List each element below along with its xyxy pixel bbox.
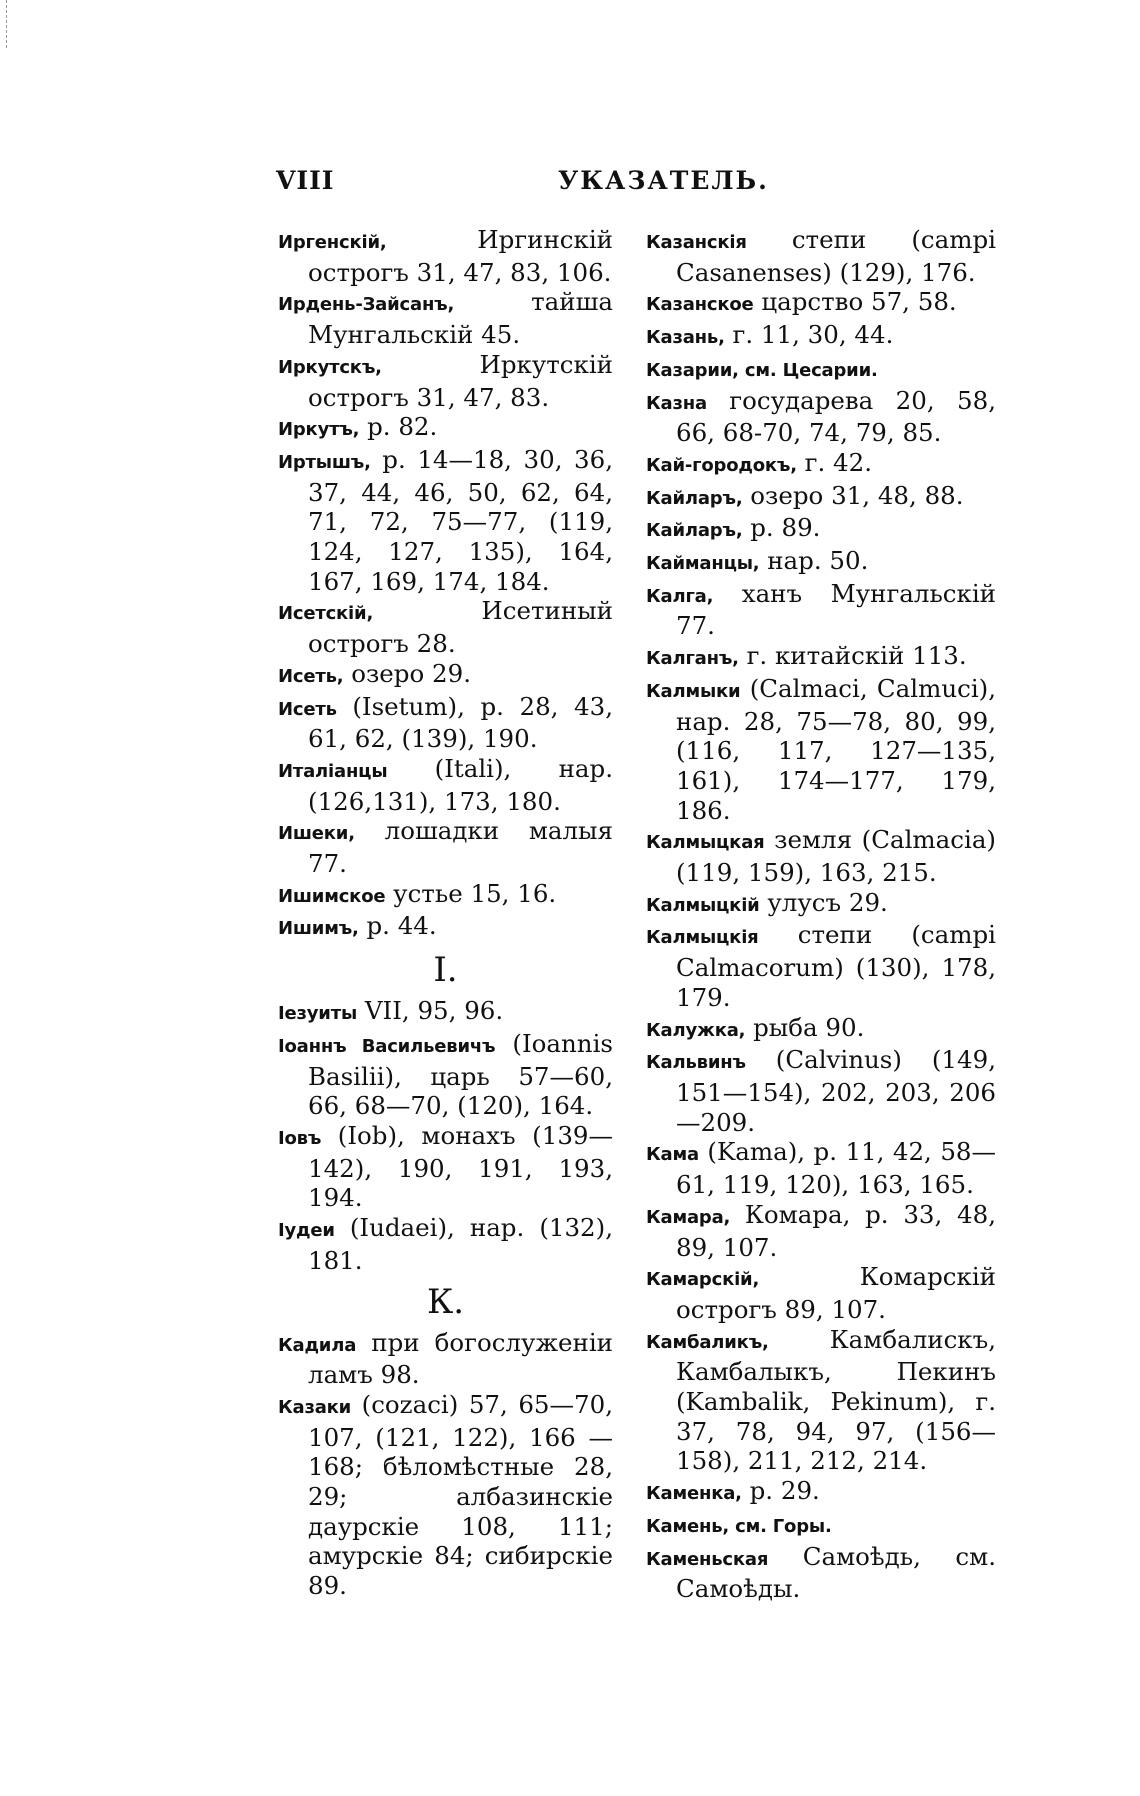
entry-text: р. 82. <box>359 412 438 442</box>
entry-headword: Казань, <box>646 327 725 349</box>
entry-headword: Исеть <box>278 698 337 720</box>
scan-edge-mark <box>6 0 9 48</box>
entry-text: Комарскій острогъ 89, 107. <box>676 1262 996 1324</box>
entry-text: ханъ Мунгальскій 77. <box>676 578 996 641</box>
entry-headword: Калужка, <box>646 1019 746 1041</box>
entry-headword: Камень, см. Горы. <box>646 1515 832 1537</box>
entry-text: Камбалискъ, Камбалыкъ, Пекинъ (Kambalik, Pekinum), г. 37, 78, 94, 97, (156—158), 211, 212, 214. <box>676 1324 996 1476</box>
entry-text: царство 57, 58. <box>753 287 957 317</box>
index-entry <box>646 888 996 921</box>
entry-text: (Calvinus) (149, 151—154), 202, 203, 206—209. <box>676 1045 996 1137</box>
entry-text: устье 15, 16. <box>385 878 557 908</box>
index-entry <box>646 287 996 320</box>
entry-headword: Камарскій, <box>646 1269 760 1291</box>
entry-headword: Кама <box>646 1144 699 1166</box>
entry-text: озеро 31, 48, 88. <box>742 480 964 510</box>
index-entry <box>278 879 613 912</box>
index-entry <box>646 1325 996 1477</box>
index-column-right <box>646 225 996 1604</box>
index-entry <box>646 481 996 514</box>
entry-text: Самоѣдь, см. Самоѣды. <box>676 1541 996 1604</box>
index-entry <box>646 546 996 579</box>
entry-text: (Itali), нар. (126,131), 173, 180. <box>308 753 613 816</box>
index-entry <box>646 641 996 674</box>
entry-text: (cozaci) 57, 65—70, 107, (121, 122), 166 — 168; бѣломѣстные 28, 29; албазинскіе даурскіе 108, 111; амурскіе 84; сибирскіе 89. <box>308 1389 613 1601</box>
index-entry <box>646 225 996 287</box>
section-letter: К. <box>426 1281 465 1322</box>
entry-text: тайша Мунгальскій 45. <box>308 287 613 350</box>
index-entry <box>646 1137 996 1199</box>
index-entry <box>278 1328 613 1390</box>
entry-text: р. 29. <box>741 1476 820 1506</box>
entry-headword: Iоаннъ Васильевичъ <box>278 1035 496 1057</box>
page-title: УКАЗАТЕЛЬ. <box>558 166 769 195</box>
index-entry <box>646 1013 996 1046</box>
index-entry <box>278 911 613 944</box>
index-entry <box>278 692 613 754</box>
index-entry <box>278 445 613 597</box>
entry-headword: Калга, <box>646 585 714 607</box>
index-entry <box>278 996 613 1029</box>
entry-headword: Калмыцкія <box>646 927 759 949</box>
entry-headword: Ишеки, <box>278 823 355 845</box>
index-entry <box>278 659 613 692</box>
entry-headword: Кадила <box>278 1334 357 1356</box>
section-letter: I. <box>433 950 458 991</box>
entry-text: р. 44. <box>358 911 437 941</box>
entry-headword: Италіанцы <box>278 760 388 782</box>
index-entry <box>646 353 996 386</box>
entry-text: Комара, р. 33, 48, 89, 107. <box>676 1199 996 1262</box>
entry-text: г. 42. <box>796 447 873 477</box>
index-entry <box>278 1029 613 1121</box>
index-entry <box>646 674 996 826</box>
entry-headword: Камара, <box>646 1206 731 1228</box>
entry-text: р. 89. <box>742 513 821 543</box>
entry-text: (Iudaei), нар. (132), 181. <box>308 1213 613 1275</box>
entry-headword: Иркутъ, <box>278 419 360 441</box>
index-entry <box>278 596 613 658</box>
entry-headword: Калганъ, <box>646 648 739 670</box>
entry-text: (Isetum), р. 28, 43, 61, 62, (139), 190. <box>308 691 613 754</box>
entry-text: (Ioannis Basilii), царь 57—60, 66, 68—70, (120), 164. <box>308 1028 613 1121</box>
index-entry <box>646 1045 996 1137</box>
index-entry <box>646 1262 996 1324</box>
index-entry <box>278 412 613 445</box>
entry-text: нар. 50. <box>759 546 869 576</box>
entry-headword: Iовъ <box>278 1127 322 1149</box>
entry-text: (Calmaci, Calmuci), нар. 28, 75—78, 80, 99, (116, 117, 127—135, 161), 174—177, 179, 186. <box>676 673 996 825</box>
entry-text: Исетиный острогъ 28. <box>308 596 613 659</box>
entry-headword: Камбаликъ, <box>646 1331 769 1353</box>
index-entry <box>646 448 996 481</box>
entry-headword: Казанское <box>646 294 754 316</box>
entry-text: Иргинскій острогъ 31, 47, 83, 106. <box>308 225 613 287</box>
index-entry <box>278 754 613 816</box>
index-entry <box>646 1476 996 1509</box>
index-entry <box>278 287 613 349</box>
entry-text: земля (Calmacia) (119, 159), 163, 215. <box>676 825 996 888</box>
entry-text: степи (campi Calmacorum) (130), 178, 179. <box>676 920 996 1012</box>
page-number: VIII <box>276 166 335 195</box>
index-entry <box>278 1213 613 1275</box>
index-entry <box>278 225 613 287</box>
entry-text: степи (campi Casanenses) (129), 176. <box>676 225 996 287</box>
entry-text: г. 11, 30, 44. <box>724 320 894 350</box>
index-entry <box>646 579 996 641</box>
entry-text: Иркутскій острогъ 31, 47, 83. <box>308 349 613 412</box>
index-entry <box>646 1200 996 1262</box>
entry-headword: Каменьская <box>646 1548 769 1570</box>
index-entry <box>646 1542 996 1604</box>
index-entry <box>646 386 996 448</box>
entry-headword: Казарии, см. Цесарии. <box>646 359 878 381</box>
entry-headword: Калмыки <box>646 680 741 702</box>
index-entry <box>646 825 996 887</box>
entry-text: лошадки малыя 77. <box>308 816 613 879</box>
entry-text: г. китайскій 113. <box>738 641 967 671</box>
entry-text: VII, 95, 96. <box>357 996 504 1026</box>
entry-headword: Кайманцы, <box>646 553 760 575</box>
entry-headword: Кай-городокъ, <box>646 454 797 476</box>
entry-headword: Iудеи <box>278 1220 335 1242</box>
index-column-left <box>278 225 613 1601</box>
entry-text: озеро 29. <box>343 658 471 688</box>
entry-text: государева 20, 58, 66, 68-70, 74, 79, 85. <box>676 385 996 448</box>
index-entry <box>646 320 996 353</box>
entry-headword: Иргенскій, <box>278 232 387 253</box>
entry-headword: Кальвинъ <box>646 1052 746 1074</box>
index-entry <box>278 350 613 412</box>
entry-headword: Иртышъ, <box>278 451 371 473</box>
entry-headword: Ишимъ, <box>278 918 359 940</box>
entry-headword: Казанскія <box>646 232 747 253</box>
entry-headword: Кайларъ, <box>646 487 743 509</box>
entry-headword: Калмыцкій <box>646 894 760 916</box>
entry-text: улусъ 29. <box>759 887 888 917</box>
entry-text: рыба 90. <box>745 1012 865 1042</box>
entry-headword: Iезуиты <box>278 1003 358 1025</box>
index-entry <box>278 1121 613 1213</box>
entry-text: р. 14—18, 30, 36, 37, 44, 46, 50, 62, 64, 71, 72, 75—77, (119, 124, 127, 135), 164, 167, 169, 174, 184. <box>308 444 613 596</box>
index-entry <box>646 1509 996 1542</box>
entry-headword: Ишимское <box>278 885 386 907</box>
entry-headword: Исетскій, <box>278 603 374 625</box>
index-entry <box>278 1390 613 1601</box>
entry-headword: Каменка, <box>646 1483 742 1505</box>
index-entry <box>278 816 613 878</box>
entry-headword: Иркутскъ, <box>278 356 382 378</box>
index-entry <box>646 920 996 1012</box>
entry-headword: Калмыцкая <box>646 832 765 854</box>
entry-text: (Kama), р. 11, 42, 58—61, 119, 120), 163, 165. <box>676 1137 996 1200</box>
entry-headword: Исеть, <box>278 665 344 687</box>
entry-headword: Ирдень-Зайсанъ, <box>278 294 455 316</box>
entry-text: (Iob), монахъ (139—142), 190, 191, 193, 194. <box>308 1120 613 1213</box>
entry-headword: Казаки <box>278 1396 352 1418</box>
entry-headword: Кайларъ, <box>646 520 743 542</box>
entry-headword: Казна <box>646 392 707 414</box>
index-entry <box>646 513 996 546</box>
entry-text: при богослуженіи ламъ 98. <box>308 1327 613 1390</box>
